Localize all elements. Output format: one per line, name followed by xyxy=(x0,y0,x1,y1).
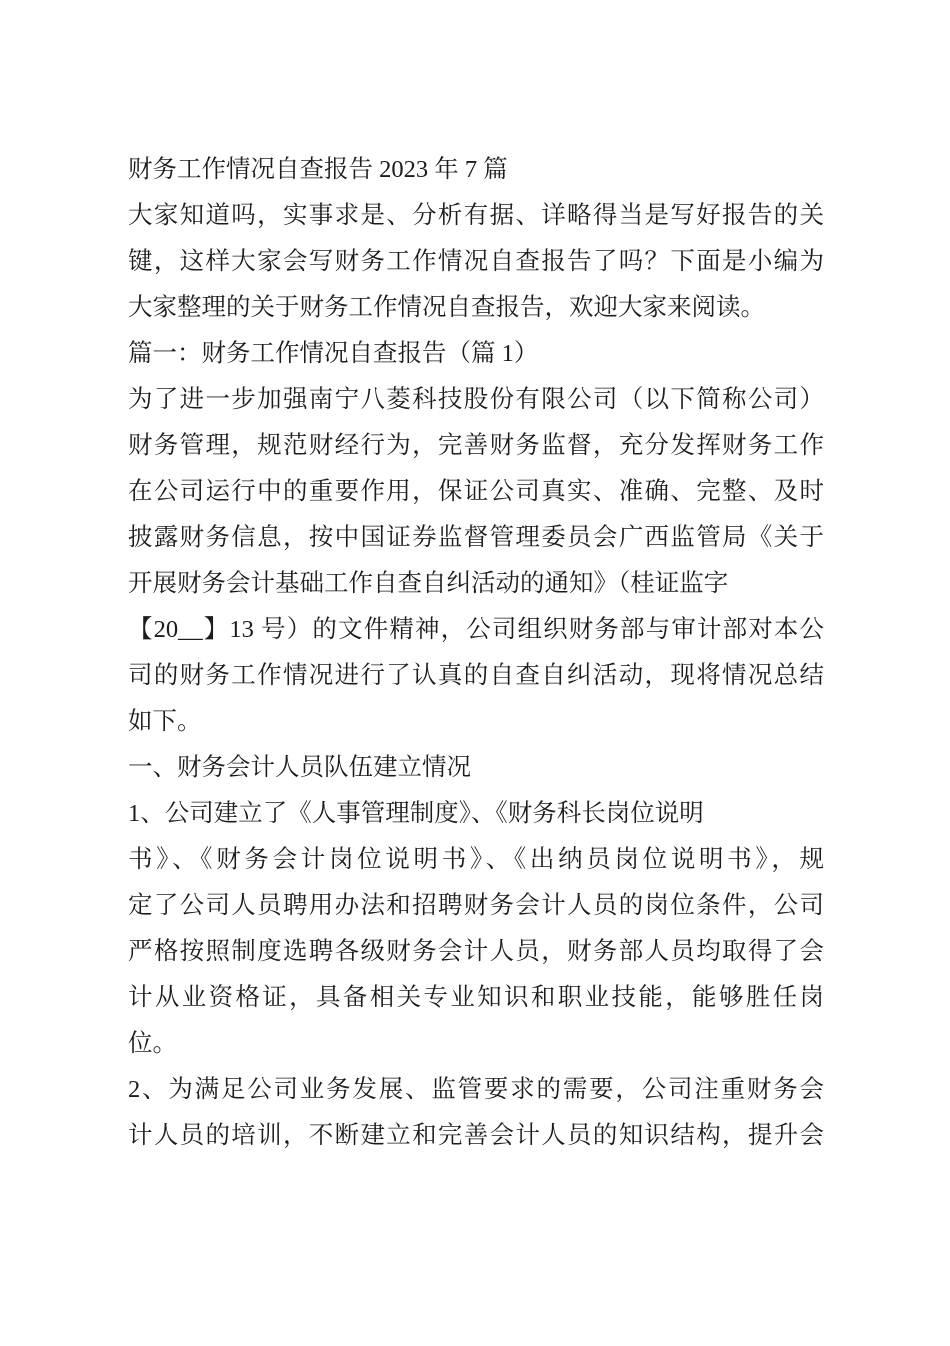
heading-part-one: 篇一：财务工作情况自查报告（篇 1） xyxy=(128,340,539,367)
body-line: 位。 xyxy=(128,1030,177,1057)
document-title: 财务工作情况自查报告 2023 年 7 篇 xyxy=(128,156,508,183)
body-line: 为了进一步加强南宁八菱科技股份有限公司（以下简称公司） xyxy=(128,386,824,413)
body-line: 键，这样大家会写财务工作情况自查报告了吗？下面是小编为 xyxy=(128,248,824,275)
body-line: 披露财务信息，按中国证券监督管理委员会广西监管局《关于 xyxy=(128,524,824,551)
body-line: 书》、《财务会计岗位说明书》、《出纳员岗位说明书》，规 xyxy=(128,846,824,873)
body-line: 开展财务会计基础工作自查自纠活动的通知》（桂证监字 xyxy=(128,570,729,597)
body-line: 财务管理，规范财经行为，完善财务监督，充分发挥财务工作 xyxy=(128,432,824,459)
body-line: 如下。 xyxy=(128,708,202,735)
body-line: 【20__】13 号）的文件精神，公司组织财务部与审计部对本公 xyxy=(128,616,824,643)
body-line: 计人员的培训，不断建立和完善会计人员的知识结构，提升会 xyxy=(128,1122,824,1149)
body-line: 1、公司建立了《人事管理制度》、《财务科长岗位说明 xyxy=(128,800,704,827)
document-page xyxy=(128,147,824,1159)
body-line: 定了公司人员聘用办法和招聘财务会计人员的岗位条件，公司 xyxy=(128,892,824,919)
body-line: 计从业资格证，具备相关专业知识和职业技能，能够胜任岗 xyxy=(128,984,824,1011)
body-line: 2、为满足公司业务发展、监管要求的需要，公司注重财务会 xyxy=(128,1076,824,1103)
heading-section-one: 一、财务会计人员队伍建立情况 xyxy=(128,754,471,781)
body-line: 在公司运行中的重要作用，保证公司真实、准确、完整、及时 xyxy=(128,478,824,505)
body-line: 严格按照制度选聘各级财务会计人员，财务部人员均取得了会 xyxy=(128,938,824,965)
body-line: 司的财务工作情况进行了认真的自查自纠活动，现将情况总结 xyxy=(128,662,824,689)
body-line: 大家整理的关于财务工作情况自查报告，欢迎大家来阅读。 xyxy=(128,294,765,321)
body-line: 大家知道吗，实事求是、分析有据、详略得当是写好报告的关 xyxy=(128,202,824,229)
